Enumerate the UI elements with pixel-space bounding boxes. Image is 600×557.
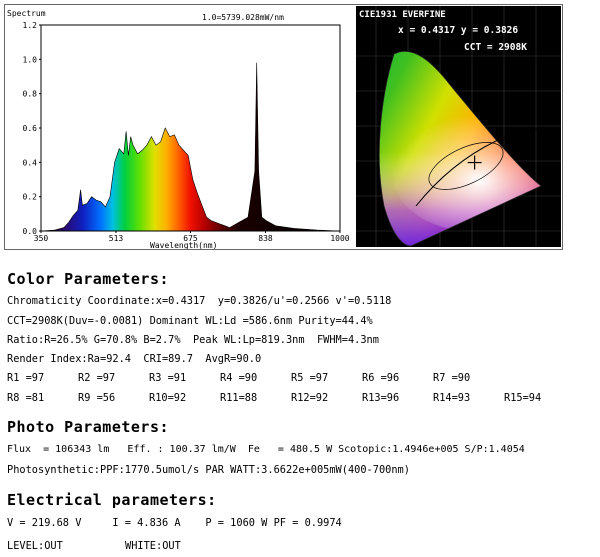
chromaticity-line: Chromaticity Coordinate:x=0.4317 y=0.3826/u'=0.2566 v'=0.5118	[7, 295, 392, 307]
render-index-value-1: R2 =97	[78, 372, 116, 384]
render-index-value-4: R5 =97	[291, 372, 329, 384]
y-tick-label: 0.2	[22, 192, 37, 202]
y-tick-label: 0.0	[22, 227, 37, 236]
ratio-line: Ratio:R=26.5% G=70.8% B=2.7% Peak WL:Lp=819.3nm FWHM=4.3nm	[7, 334, 379, 346]
render-index-value-b-1: R9 =56	[78, 392, 116, 404]
color-parameters-title: Color Parameters:	[7, 270, 170, 288]
x-axis-label: Wavelength(nm)	[150, 241, 218, 249]
white-status: WHITE:OUT	[125, 540, 181, 552]
electrical-line: V = 219.68 V I = 4.836 A P = 1060 W PF = 0.9974	[7, 517, 342, 529]
x-tick-label: 1000	[330, 234, 350, 243]
render-index-value-b-5: R13=96	[362, 392, 400, 404]
render-index-value-b-4: R12=92	[291, 392, 329, 404]
render-index-value-2: R3 =91	[149, 372, 187, 384]
y-tick-label: 1.0	[22, 55, 37, 65]
render-index-value-5: R6 =96	[362, 372, 400, 384]
render-index-value-b-0: R8 =81	[7, 392, 45, 404]
measurement-graphs-panel	[4, 4, 563, 250]
x-tick-label: 513	[108, 234, 124, 243]
electrical-parameters-title: Electrical parameters:	[7, 491, 217, 509]
y-tick-label: 0.6	[22, 124, 37, 133]
photo-parameters-title: Photo Parameters:	[7, 418, 170, 436]
cie-cct-label: CCT = 2908K	[464, 42, 527, 53]
spectrum-chart	[5, 5, 355, 249]
render-index-value-6: R7 =90	[433, 372, 471, 384]
x-axis-ticks	[34, 231, 350, 243]
x-tick-label: 675	[183, 234, 198, 243]
render-index-value-b-7: R15=94	[504, 392, 542, 404]
flux-line: Flux = 106343 lm Eff. : 100.37 lm/W Fe = 480.5 W Scotopic:1.4946e+005 S/P:1.4054	[7, 444, 525, 455]
cie-xy-label: x = 0.4317 y = 0.3826	[398, 25, 519, 36]
cie-chromaticity-diagram	[356, 6, 561, 247]
y-tick-label: 0.4	[22, 158, 37, 168]
render-index-value-b-2: R10=92	[149, 392, 187, 404]
x-tick-label: 838	[258, 234, 273, 243]
cct-line: CCT=2908K(Duv=-0.0081) Dominant WL:Ld =586.6nm Purity=44.4%	[7, 315, 373, 327]
chart-title: 1.0=5739.028mW/nm	[202, 13, 284, 22]
y-tick-label: 1.2	[22, 21, 37, 30]
render-index-value-0: R1 =97	[7, 372, 45, 384]
cie-title: CIE1931 EVERFINE	[359, 10, 446, 20]
render-index-value-b-3: R11=88	[220, 392, 258, 404]
y-tick-label: 0.8	[22, 89, 37, 99]
spectrum-area	[41, 63, 340, 231]
render-index-value-b-6: R14=93	[433, 392, 471, 404]
render-index-line: Render Index:Ra=92.4 CRI=89.7 AvgR=90.0	[7, 353, 262, 365]
render-index-value-3: R4 =90	[220, 372, 258, 384]
photosynthetic-line: Photosynthetic:PPF:1770.5umol/s PAR WATT:3.6622e+005mW(400-700nm)	[7, 464, 410, 476]
x-tick-label: 350	[33, 234, 49, 243]
y-axis-label: Spectrum	[7, 9, 46, 18]
level-status: LEVEL:OUT	[7, 540, 63, 552]
y-axis-ticks	[23, 21, 41, 236]
